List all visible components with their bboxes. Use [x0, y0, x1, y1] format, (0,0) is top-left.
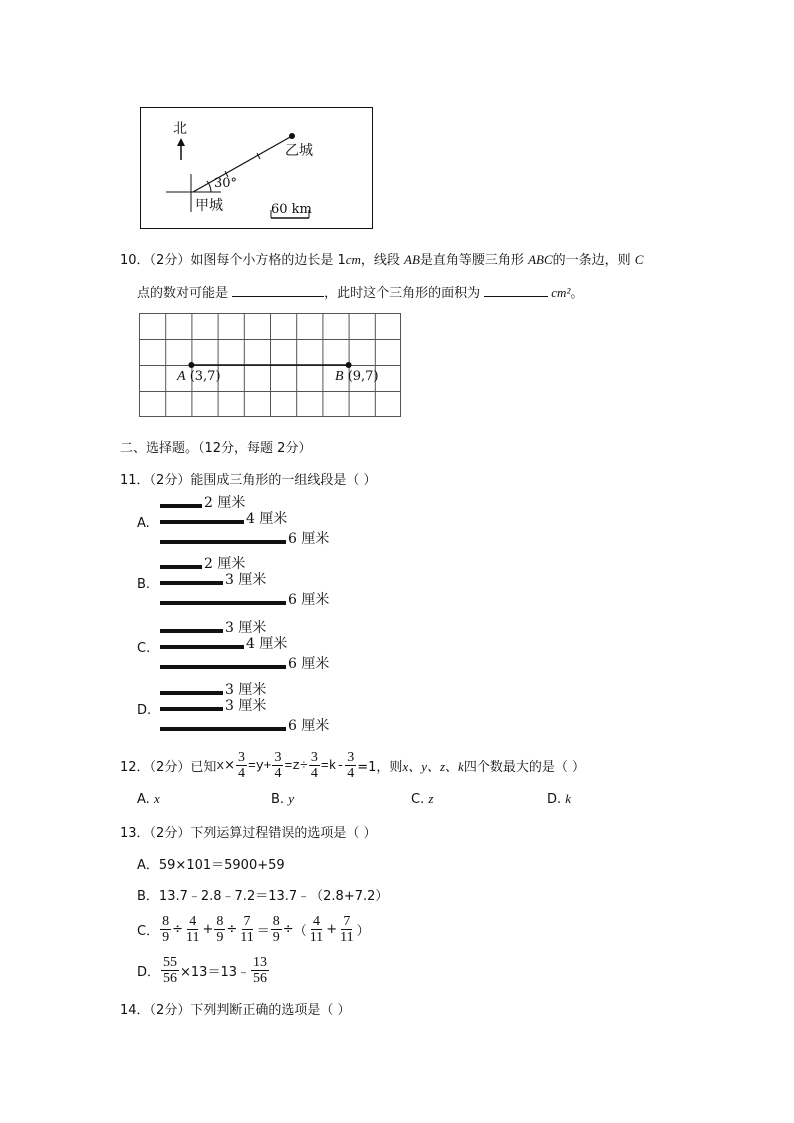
q11-segment-bar: [160, 629, 223, 633]
q12-stem: [120, 748, 585, 782]
map-figure: [140, 107, 373, 229]
numerator: 4: [189, 913, 197, 929]
q12-fraction: [345, 750, 356, 781]
q11-segment-label: 2 厘米: [204, 495, 246, 511]
option-value: k: [565, 791, 572, 806]
q11-segment-bar: [160, 665, 286, 669]
q10-text: 。: [570, 286, 584, 301]
numerator: 8: [272, 913, 280, 929]
numerator: 8: [162, 913, 170, 929]
q12-option-d[interactable]: [547, 791, 571, 807]
angle-label: 30°: [214, 176, 238, 191]
q11-segment-label: 3 厘米: [225, 572, 267, 588]
q11-segment-label: 3 厘米: [225, 698, 267, 714]
q13-option-b[interactable]: B．13.7﹣2.8﹣7.2＝13.7﹣（2.8+7.2）: [137, 889, 389, 904]
denominator: 56: [163, 970, 178, 986]
q10-text: 的一条边，则: [552, 253, 635, 268]
q11-segment-label: 3 厘米: [225, 682, 267, 698]
q11-segment-bar: [160, 520, 244, 524]
q11-option-letter[interactable]: B.: [137, 577, 151, 592]
point-b-dot: [346, 362, 352, 368]
q12-fraction: [272, 750, 283, 781]
q12-option-b[interactable]: [271, 791, 294, 807]
q12-op: =k-: [320, 757, 345, 773]
q11-segment-label: 6 厘米: [288, 531, 330, 547]
q10-answer-blank-2[interactable]: [484, 284, 548, 297]
fraction: [271, 914, 282, 945]
q11-segment-bar: [160, 601, 286, 605]
q11-segment-bar: [160, 707, 223, 711]
point-a-label: [177, 369, 221, 385]
option-value: x: [153, 791, 160, 806]
q11-option-letter[interactable]: C.: [137, 641, 151, 656]
denominator: 9: [162, 929, 170, 945]
denominator: 9: [272, 929, 280, 945]
q12-option-c[interactable]: [411, 791, 433, 807]
q12-option-a[interactable]: [137, 791, 160, 807]
q12-text: 12．（2分）已知: [120, 759, 217, 775]
q10-text: ，线段: [360, 253, 405, 268]
fraction: [160, 914, 171, 945]
q10-text: 点的数对可能是: [137, 286, 233, 301]
op: ＝: [256, 923, 270, 939]
denominator: 4: [347, 765, 355, 781]
q10-line2: [137, 282, 583, 301]
option-letter: D.: [547, 792, 562, 807]
q11-segment-label: 4 厘米: [246, 636, 288, 652]
q10-text: 是直角等腰三角形: [419, 253, 529, 268]
point-b-letter: B: [335, 369, 344, 384]
fraction: [251, 955, 269, 986]
q11-stem: 11．（2分）能围成三角形的一组线段是（ ）: [120, 473, 377, 488]
numerator: 13: [253, 954, 267, 970]
fraction: [338, 914, 355, 945]
q10-segment-ab: AB: [404, 252, 420, 267]
q11-segment-bar: [160, 540, 286, 544]
point-a-dot: [188, 362, 194, 368]
op: ÷: [282, 921, 294, 937]
option-value: y: [288, 791, 294, 806]
q12-op: =z÷: [284, 757, 308, 773]
q10-unit: cm: [345, 252, 361, 267]
numerator: 4: [312, 913, 320, 929]
op: ×13＝13﹣: [180, 964, 250, 980]
scale-label: 60 km: [271, 202, 312, 217]
q10-grid: [139, 313, 401, 417]
denominator: 56: [253, 970, 267, 986]
op: +: [202, 921, 214, 937]
option-value: z: [428, 791, 434, 806]
op: ÷: [172, 921, 183, 937]
op: ）: [356, 923, 370, 939]
denominator: 4: [274, 765, 282, 781]
q12-text: 四个数最大的是（ ）: [463, 759, 585, 775]
point-a-letter: A: [177, 369, 186, 384]
q11-segment-bar: [160, 645, 244, 649]
q10-answer-blank-1[interactable]: [232, 284, 324, 297]
north-arrow-head-icon: [177, 138, 185, 146]
city-b-label: 乙城: [285, 143, 313, 159]
fraction: [161, 955, 179, 986]
q11-segment-label: 3 厘米: [225, 620, 267, 636]
denominator: 11: [309, 929, 324, 945]
fraction: [214, 914, 225, 945]
city-b-point: [289, 133, 295, 139]
point-b-coords: (9,7): [347, 369, 379, 384]
denominator: 11: [340, 929, 354, 945]
numerator: 3: [238, 749, 246, 765]
q11-segment-bar: [160, 504, 202, 508]
q11-segment-bar: [160, 581, 223, 585]
option-letter: A.: [137, 792, 150, 807]
numerator: 3: [274, 749, 282, 765]
q13-option-d[interactable]: [137, 952, 270, 988]
q12-op: ×: [224, 757, 236, 773]
q11-segment-label: 6 厘米: [288, 656, 330, 672]
q12-fraction: [236, 750, 247, 781]
q12-op: =y+: [248, 757, 272, 773]
denominator: 4: [238, 765, 246, 781]
denominator: 9: [216, 929, 224, 945]
q11-segment-bar: [160, 565, 202, 569]
fraction: [238, 914, 255, 945]
option-letter: C.: [411, 792, 425, 807]
numerator: 3: [347, 749, 355, 765]
q10-line1: [120, 249, 643, 268]
q11-segment-bar: [160, 691, 223, 695]
q14-stem: 14．（2分）下列判断正确的选项是（ ）: [120, 1003, 351, 1018]
point-a-coords: (3,7): [189, 369, 221, 384]
q11-segment-label: 6 厘米: [288, 592, 330, 608]
q11-segment-label: 6 厘米: [288, 718, 330, 734]
q10-text: 10．（2分）如图每个小方格的边长是 1: [120, 253, 346, 268]
city-a-label: 甲城: [195, 198, 223, 214]
fraction: [184, 914, 201, 945]
q12-var: x: [216, 757, 225, 773]
q13-option-c[interactable]: [137, 911, 370, 947]
q13-option-a[interactable]: A．59×101＝5900+59: [137, 858, 285, 873]
north-label: 北: [173, 121, 187, 137]
denominator: 11: [185, 929, 200, 945]
denominator: 11: [240, 929, 254, 945]
point-b-label: [335, 369, 379, 385]
denominator: 4: [310, 765, 318, 781]
option-letter: B.: [271, 792, 285, 807]
q10-unit-area: cm²: [551, 285, 571, 300]
q11-segment-bar: [160, 727, 286, 731]
q12-fraction: [309, 750, 320, 781]
numerator: 3: [310, 749, 318, 765]
numerator: 7: [343, 913, 351, 929]
numerator: 55: [163, 954, 178, 970]
option-letter: C．: [137, 923, 160, 939]
q10-text: ，此时这个三角形的面积为: [324, 286, 485, 301]
fraction: [308, 914, 325, 945]
route-line: [193, 136, 292, 192]
section-2-title: 二、选择题。（12分，每题 2分）: [120, 441, 312, 456]
q10-point-c: C: [634, 252, 644, 267]
q13-stem: 13．（2分）下列运算过程错误的选项是（ ）: [120, 826, 377, 841]
q11-option-letter[interactable]: A.: [137, 516, 150, 531]
q12-text: =1，则: [357, 759, 403, 775]
numerator: 8: [216, 913, 224, 929]
grid-lines: [139, 313, 401, 417]
numerator: 7: [243, 913, 251, 929]
option-letter: D．: [137, 964, 161, 980]
op: （: [293, 923, 307, 939]
op: +: [326, 921, 338, 937]
op: ÷: [226, 921, 238, 937]
q10-triangle-abc: ABC: [528, 252, 553, 267]
q11-option-letter[interactable]: D.: [137, 703, 152, 718]
q11-segment-label: 2 厘米: [204, 556, 246, 572]
q12-vars: x、y、z、k: [402, 758, 464, 774]
q11-segment-label: 4 厘米: [246, 511, 288, 527]
